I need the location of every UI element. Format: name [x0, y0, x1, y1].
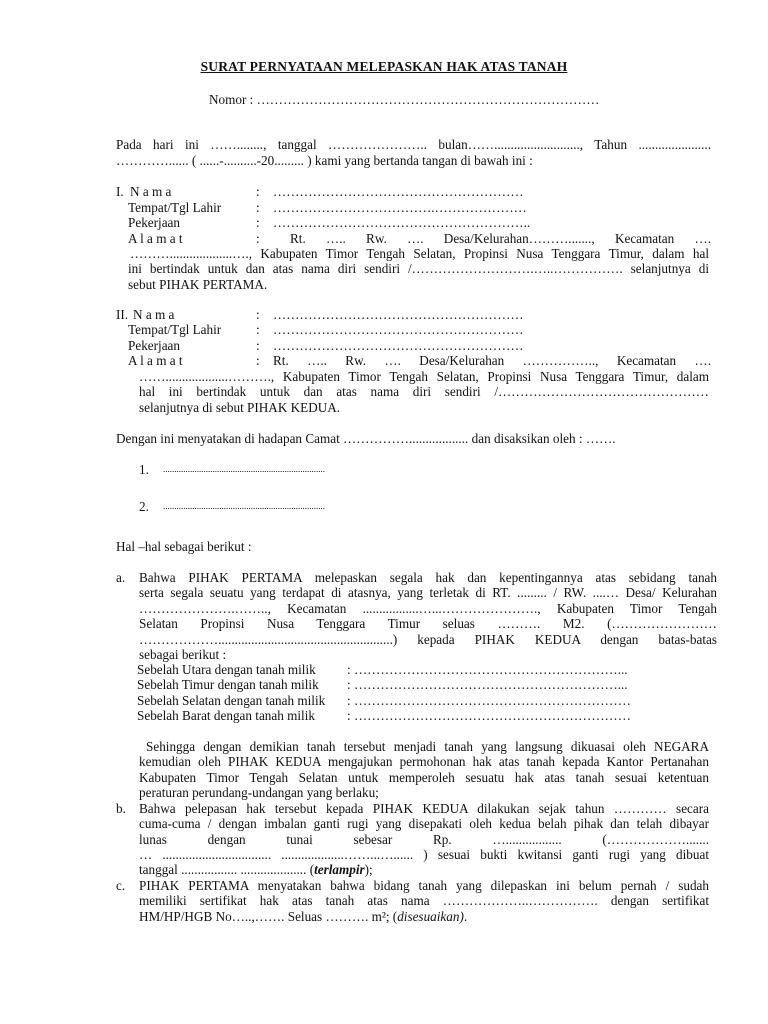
party1-label-job: Pekerjaan: [128, 215, 180, 230]
item-c-label: c.: [116, 878, 126, 893]
document-number: Nomor : ……………………………………………………………………: [209, 92, 600, 107]
item-a-label: a.: [116, 570, 126, 585]
hal-heading: Hal –hal sebagai berikut :: [116, 539, 252, 554]
witness-dots: ........................................................................: [163, 501, 325, 511]
border-value: : ……………………………………………………...: [347, 677, 628, 692]
party1-colon: :: [256, 200, 260, 215]
item-c-last-text: HM/HP/HGB No…..,……. Seluas ………. m²; (: [139, 909, 398, 924]
item-b-line: … ................................. ...................……...…...... ) sesuai bukti kwitansi ganti rugi yang dibuat: [139, 847, 709, 862]
item-b-attached-note: terlampir: [314, 862, 365, 877]
party1-name-value: …………………………………………………: [273, 184, 524, 199]
conclusion-line: Sehingga dengan demikian tanah tersebut menjadi tanah yang langsung dikuasai oleh NEGARA: [146, 739, 709, 754]
party1-label-name: N a m a: [130, 184, 172, 199]
item-c-line: PIHAK PERTAMA menyatakan bahwa bidang tanah yang dilepaskan ini belum pernah / sudah: [139, 878, 709, 893]
intro-line-1: Pada hari ini ……........, tanggal ………………….. bulan…….........................., Tahun ......................: [116, 137, 711, 152]
party1-label-birth: Tempat/Tgl Lahir: [128, 200, 222, 215]
item-c-adjust-note: disesuaikan): [397, 909, 464, 924]
border-value: : ………………………………………………………: [347, 693, 631, 708]
party2-address-value: Rt. ….. Rw. …. Desa/Kelurahan …………….., Kecamatan ….: [273, 353, 711, 368]
party1-cont-line-3: sebut PIHAK PERTAMA.: [128, 277, 268, 292]
item-b-last-line: [139, 862, 373, 878]
item-a-line: ……………….....................................................) kepada PIHAK KEDUA dengan batas-batas: [139, 632, 717, 647]
item-a-line: sebagai berikut :: [139, 647, 227, 662]
conclusion-line: peraturan perundang-undangan yang berlaku;: [139, 785, 379, 800]
item-c-line: memiliki sertifikat hak atas tanah atas nama ………………..……………. dengan sertifikat: [139, 893, 709, 908]
party2-cont-line-2: hal ini bertindak untuk dan atas nama diri sendiri /…………………………………………: [139, 384, 709, 399]
party2-label-job: Pekerjaan: [128, 338, 180, 353]
item-b-last-text: tanggal ................. .................... (: [139, 862, 315, 877]
party2-label-address: A l a m a t: [128, 353, 183, 368]
witness-statement: Dengan ini menyatakan di hadapan Camat …………….................. dan disaksikan oleh : …….: [116, 431, 616, 446]
party1-birth-value: ……………………………….…………………: [273, 200, 527, 215]
item-b-label: b.: [116, 801, 126, 816]
border-value: : ……………………………………………………...: [347, 662, 628, 677]
party1-colon: :: [256, 184, 260, 199]
item-c-last-line: [139, 909, 467, 925]
item-b-line: cuma-cuma / dengan imbalan ganti rugi yang disepakati oleh kedua belah pihak dan telah dibayar: [139, 816, 709, 831]
party2-birth-value: …………………………………………………: [273, 322, 524, 337]
party2-number: II.: [116, 307, 129, 322]
border-label: Sebelah Barat dengan tanah milik: [137, 708, 315, 723]
party2-cont-line-1: ……...................………., Kabupaten Timor Tengah Selatan, Propinsi Nusa Tenggara Timur, dalam: [139, 369, 709, 384]
item-a-line: Bahwa PIHAK PERTAMA melepaskan segala hak dan kepentingannya atas sebidang tanah: [139, 570, 717, 585]
party2-colon: :: [256, 353, 260, 368]
border-value: : ………………………………………………………: [347, 708, 631, 723]
item-a-line: Selatan Propinsi Nusa Tenggara Timur seluas ………. M2. (……………………: [139, 616, 717, 631]
party1-cont-line-1: ………...................…., Kabupaten Timor Tengah Selatan, Propinsi Nusa Tenggara Timur, dalam hal: [130, 246, 709, 261]
party2-label-birth: Tempat/Tgl Lahir: [128, 322, 222, 337]
party1-label-address: A l a m a t: [128, 231, 183, 246]
party1-address-value: Rt. ….. Rw. …. Desa/Kelurahan………......., Kecamatan ….: [290, 231, 711, 246]
border-label: Sebelah Timur dengan tanah milik: [137, 677, 319, 692]
item-c-last-end: .: [463, 909, 468, 924]
witness-number: 2.: [139, 499, 149, 514]
party2-cont-line-3: selanjutnya di sebut PIHAK KEDUA.: [139, 400, 341, 415]
border-label: Sebelah Selatan dengan tanah milik: [137, 693, 326, 708]
intro-line-2: …………...... ( ......-..........-20......... ) kami yang bertanda tangan di bawah ini :: [116, 153, 533, 168]
party2-colon: :: [256, 322, 260, 337]
item-a-line: serta segala seuatu yang terdapat di atasnya, yang terletak di RT. ......... / RW. ....… Desa/ Kelurahan: [139, 585, 717, 600]
border-label: Sebelah Utara dengan tanah milik: [137, 662, 316, 677]
party1-colon: :: [256, 215, 260, 230]
item-b-line: lunas dengan tunai sebesar Rp. …................. (……………….......: [139, 832, 709, 847]
party2-job-value: …………………………………………………: [273, 338, 524, 353]
witness-number: 1.: [139, 462, 149, 477]
party1-number: I.: [116, 184, 124, 199]
party1-cont-line-2: ini bertindak untuk dan atas nama diri sendiri /……………………….…..……………. selanjutnya di: [128, 261, 709, 276]
party2-colon: :: [256, 338, 260, 353]
item-b-last-end: );: [364, 862, 373, 877]
witness-dots: ........................................................................: [163, 464, 325, 474]
party2-colon: :: [256, 307, 260, 322]
item-b-line: Bahwa pelepasan hak tersebut kepada PIHAK KEDUA dilakukan sejak tahun ………… secara: [139, 801, 709, 816]
party1-colon: :: [256, 231, 260, 246]
conclusion-line: Kabupaten Timor Tengah Selatan untuk memperoleh sesuatu hak atas tanah sesuai ketentuan: [139, 770, 709, 785]
document-title: SURAT PERNYATAAN MELEPASKAN HAK ATAS TANAH: [200, 59, 568, 74]
party1-job-value: …………………………………………………..: [273, 215, 531, 230]
party2-label-name: N a m a: [133, 307, 175, 322]
item-a-line: ………………….…….., Kecamatan .................…...…………………., Kabupaten Timor Tengah: [139, 601, 717, 616]
conclusion-line: kemudian oleh PIHAK KEDUA mengajukan permohonan hak atas tanah kepada Kantor Pertanahan: [139, 754, 709, 769]
party2-name-value: …………………………………………………: [273, 307, 524, 322]
